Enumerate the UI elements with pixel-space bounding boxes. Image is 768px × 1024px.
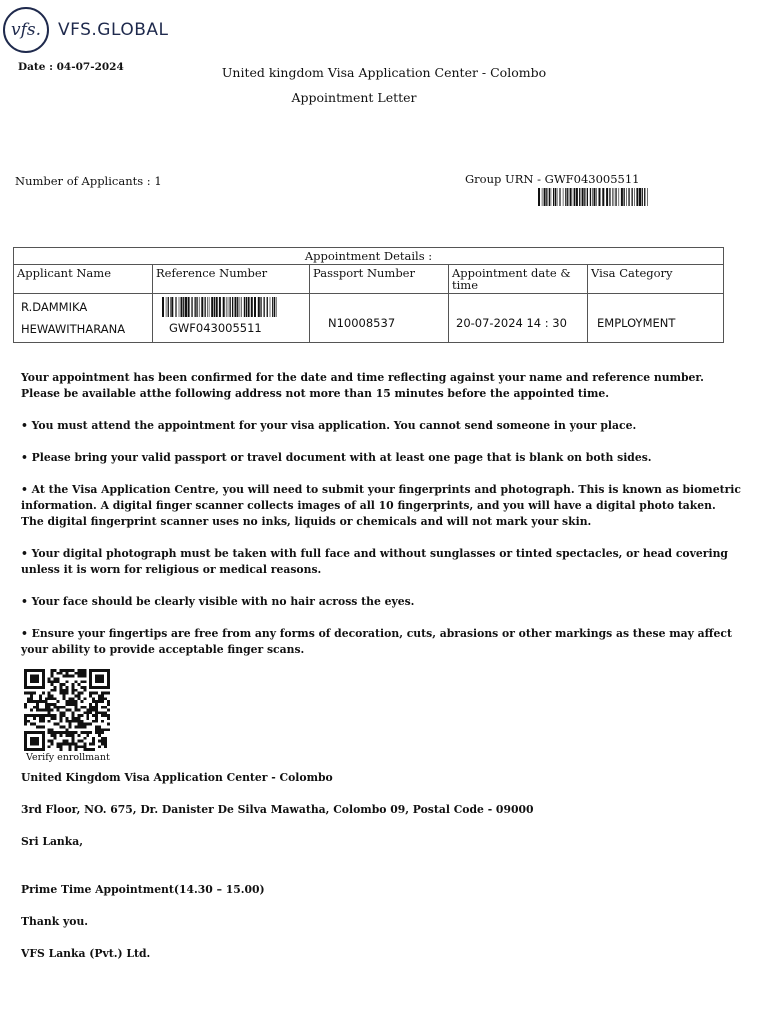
- header-appointment-datetime: Appointment date & time: [449, 265, 588, 294]
- bullet-biometrics: • At the Visa Application Centre, you will need to submit your fingerprints and photograph. This is known as biometric information. A digital finger scanner collects images of all 10 fingerprints, and you will have a digital photo taken. The digital fingerprint scanner uses no inks, liquids or chemicals and will not mark your skin.: [21, 483, 741, 528]
- footer-address: 3rd Floor, NO. 675, Dr. Danister De Silva Mawatha, Colombo 09, Postal Code - 09000: [21, 803, 534, 816]
- visa-category: EMPLOYMENT: [588, 294, 724, 343]
- letter-title: Appointment Letter: [291, 90, 417, 105]
- group-urn-barcode: [538, 188, 648, 206]
- bullet-attend: • You must attend the appointment for your visa application. You cannot send someone in your place.: [21, 419, 637, 432]
- applicant-name-cell: [14, 294, 153, 343]
- footer-prime-time: Prime Time Appointment(14.30 – 15.00): [21, 883, 265, 896]
- appointment-details-table: [13, 247, 724, 343]
- reference-number: GWF043005511: [169, 321, 262, 335]
- applicant-name-line2: HEWAWITHARANA: [21, 322, 126, 336]
- reference-number-cell: [153, 294, 310, 343]
- header-reference-number: Reference Number: [153, 265, 310, 294]
- bullet-photograph: • Your digital photograph must be taken with full face and without sunglasses or tinted spectacles, or head covering unless it is worn for religious or medical reasons.: [21, 547, 728, 576]
- header-applicant-name: Applicant Name: [14, 265, 153, 294]
- vfs-logo-text: VFS.GLOBAL: [58, 20, 169, 40]
- bullet-passport: • Please bring your valid passport or travel document with at least one page that is blank on both sides.: [21, 451, 652, 464]
- number-of-applicants: Number of Applicants : 1: [15, 174, 162, 188]
- header-passport-number: Passport Number: [310, 265, 449, 294]
- verify-enrollment-label: Verify enrollmant: [26, 752, 110, 763]
- table-caption: Appointment Details :: [14, 248, 724, 265]
- header-visa-category: Visa Category: [588, 265, 724, 294]
- passport-number: N10008537: [310, 294, 449, 343]
- table-row: [14, 294, 724, 343]
- center-title: United kingdom Visa Application Center - Colombo: [221, 65, 547, 80]
- letter-date: Date : 04-07-2024: [18, 61, 124, 73]
- footer-thanks: Thank you.: [21, 915, 89, 928]
- footer-country: Sri Lanka,: [21, 835, 84, 848]
- applicant-name-line1: R.DAMMIKA: [21, 300, 88, 314]
- vfs-logo-mark: vfs.: [3, 7, 49, 53]
- bullet-face: • Your face should be clearly visible with no hair across the eyes.: [21, 595, 415, 608]
- footer-company: VFS Lanka (Pvt.) Ltd.: [21, 947, 151, 960]
- appointment-datetime: 20-07-2024 14 : 30: [449, 294, 588, 343]
- verify-qr-code[interactable]: [24, 669, 110, 751]
- bullet-fingertips: • Ensure your fingertips are free from any forms of decoration, cuts, abrasions or other markings as these may affect your ability to provide acceptable finger scans.: [21, 627, 732, 656]
- group-urn: Group URN - GWF043005511: [465, 172, 640, 186]
- intro-paragraph: Your appointment has been confirmed for the date and time reflecting against your name and reference number. Please be available atthe following address not more than 15 minutes before the appointed time.: [21, 371, 704, 400]
- footer-center-name: United Kingdom Visa Application Center - Colombo: [21, 771, 333, 784]
- vfs-logo: [3, 7, 169, 53]
- reference-barcode: [162, 297, 277, 317]
